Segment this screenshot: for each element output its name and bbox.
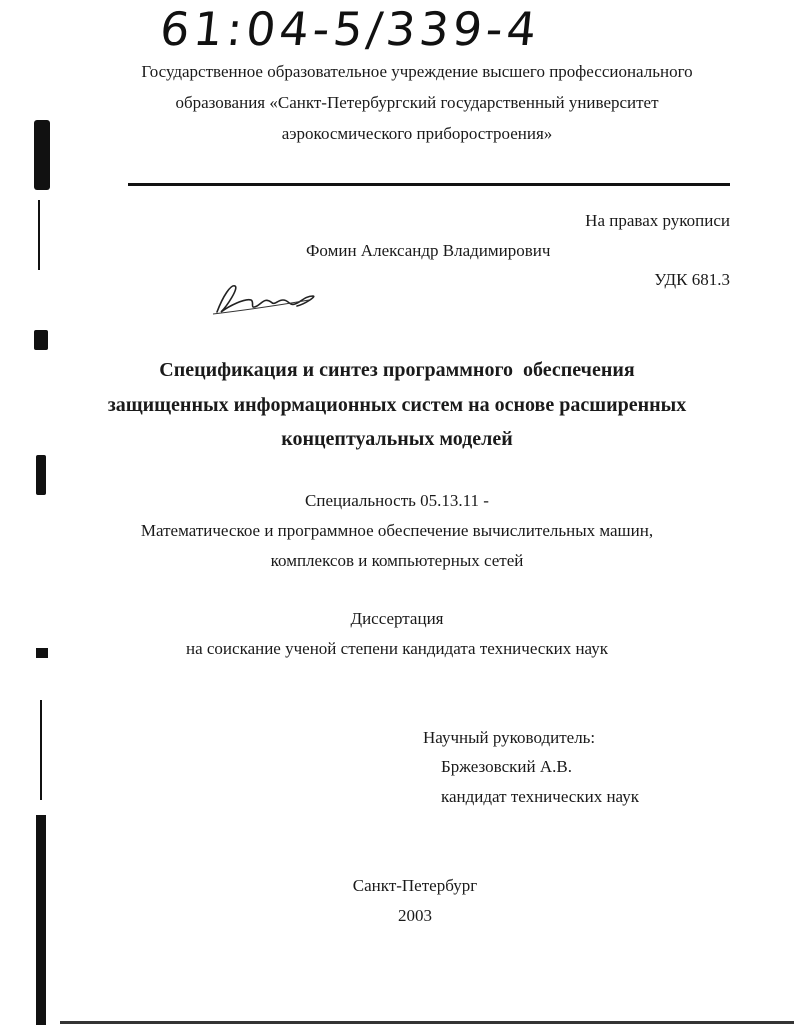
title-line-3: концептуальных моделей (281, 428, 513, 450)
scan-edge (60, 1021, 794, 1024)
title-line-1: Спецификация и синтез программного обеспечения (159, 359, 635, 381)
scan-mark (38, 200, 40, 270)
degree-block (0, 604, 794, 664)
scan-mark (36, 455, 46, 495)
year: 2003 (398, 906, 432, 925)
scan-mark (34, 330, 48, 350)
specialty-code: Специальность 05.13.11 - (305, 491, 489, 510)
supervisor-name: Бржезовский А.В. (441, 757, 572, 776)
dissertation-title (0, 353, 794, 457)
degree-sought: на соискание ученой степени кандидата технических наук (185, 639, 608, 658)
institution-line-3: аэрокосмического приборостроения» (281, 124, 553, 143)
institution-header (0, 56, 794, 149)
imprint-block (0, 871, 794, 931)
city: Санкт-Петербург (352, 876, 478, 895)
udc-code: УДК 681.3 (654, 270, 730, 289)
document-type: Диссертация (350, 609, 444, 628)
supervisor-label: Научный руководитель: (423, 728, 596, 747)
specialty-block (0, 486, 794, 576)
scan-mark (40, 700, 42, 800)
scan-mark (34, 120, 50, 190)
scan-mark (36, 815, 46, 1025)
specialty-name-line-2: комплексов и компьютерных сетей (270, 551, 524, 570)
institution-line-2: образования «Санкт-Петербургский государственный университет (175, 93, 659, 112)
supervisor-degree: кандидат технических наук (441, 787, 639, 806)
handwritten-catalog-number: 61:04-5/339-4 (157, 2, 543, 56)
specialty-name-line-1: Математическое и программное обеспечение вычислительных машин, (140, 521, 654, 540)
author-name: Фомин Александр Владимирович (306, 241, 551, 260)
institution-line-1: Государственное образовательное учреждение высшего профессионального (141, 62, 693, 81)
header-divider (128, 183, 730, 186)
title-line-2: защищенных информационных систем на основе расширенных (107, 393, 687, 416)
scan-mark (36, 648, 48, 658)
manuscript-rights: На правах рукописи (585, 211, 730, 230)
author-signature (205, 276, 325, 320)
